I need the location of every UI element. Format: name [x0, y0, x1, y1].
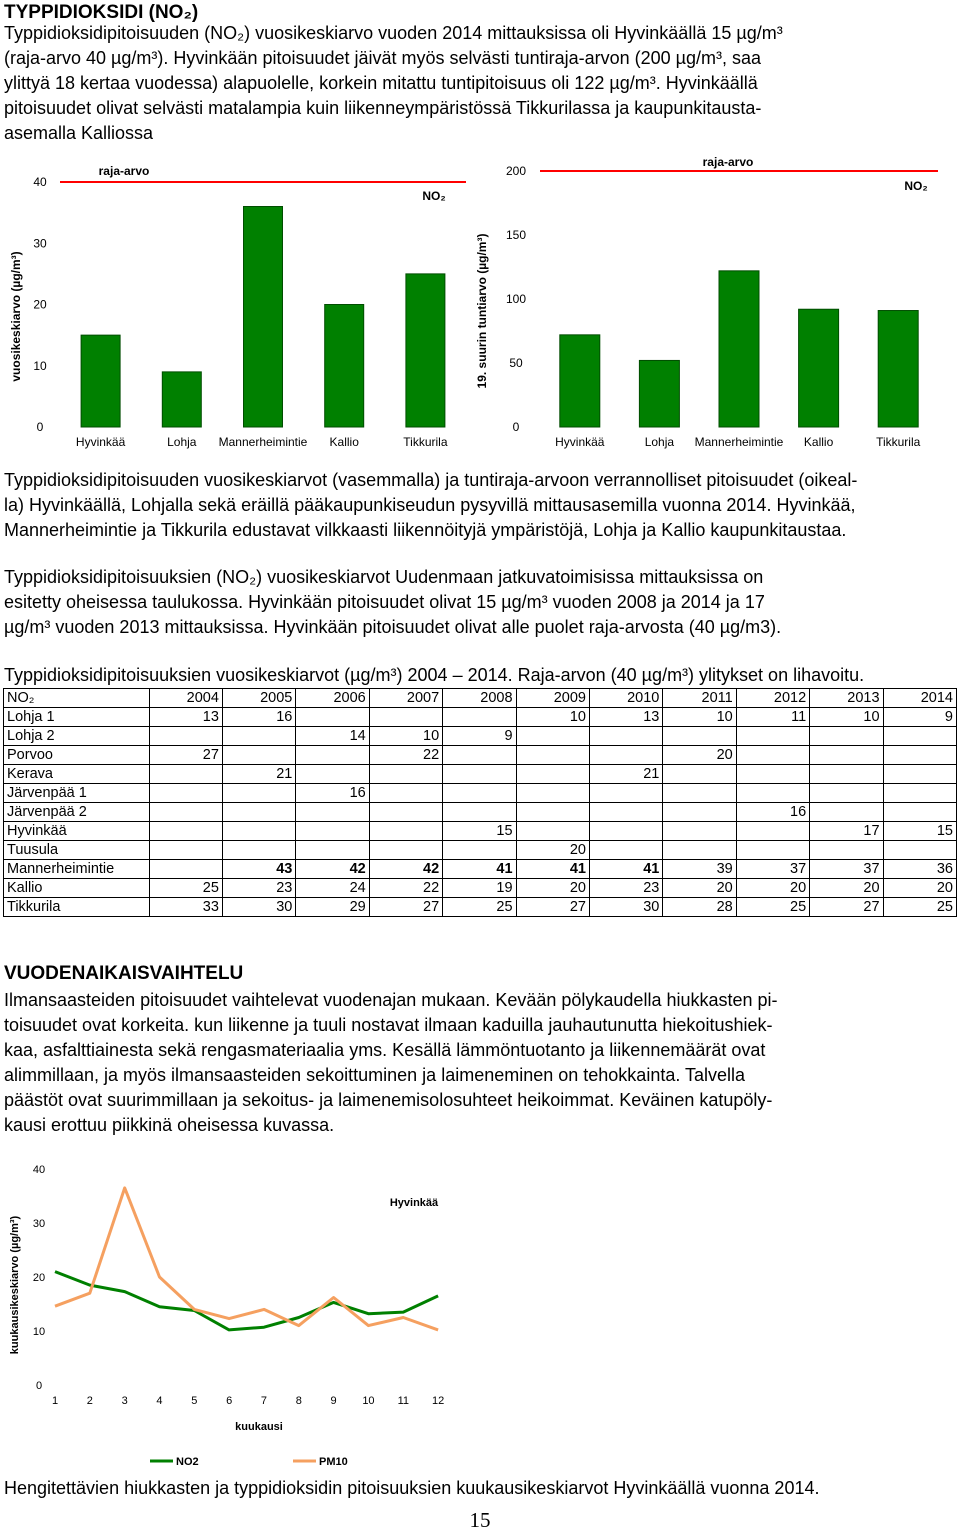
x-tick-label: 11	[397, 1395, 409, 1407]
legend-label: NO₂	[904, 179, 928, 193]
table-cell	[589, 841, 662, 860]
table-cell	[443, 841, 516, 860]
chart-caption	[4, 468, 954, 543]
table-row	[4, 860, 957, 879]
table-cell: 37	[810, 860, 883, 879]
table-cell	[736, 784, 809, 803]
table-cell: 41	[589, 860, 662, 879]
y-axis-label: 19. suurin tuntiarvo (µg/m³)	[475, 233, 489, 389]
table-cell	[516, 746, 589, 765]
table-cell	[369, 822, 442, 841]
table-cell	[589, 784, 662, 803]
table-cell	[222, 784, 295, 803]
x-tick-label: 7	[260, 1395, 268, 1407]
table-station-name: Hyvinkää	[4, 822, 150, 841]
para-line: kaa, asfalttiainesta sekä rengasmateriaalia yms. Kesällä lämmöntuotanto ja liikennemäärät ovat	[4, 1040, 766, 1060]
table-cell: 25	[736, 898, 809, 917]
table-cell	[222, 803, 295, 822]
table-cell	[810, 727, 883, 746]
table-header-label: NO₂	[4, 689, 150, 708]
table-cell	[149, 803, 222, 822]
table-cell	[663, 841, 736, 860]
table-cell: 30	[222, 898, 295, 917]
y-tick-label: 0	[512, 420, 520, 434]
table-cell	[589, 822, 662, 841]
limit-label: raja-arvo	[702, 155, 754, 169]
y-tick-label: 40	[33, 175, 47, 189]
table-cell	[883, 746, 956, 765]
table-cell	[883, 727, 956, 746]
table-cell	[736, 822, 809, 841]
table-cell	[663, 822, 736, 841]
table-cell	[516, 784, 589, 803]
table-header-year: 2006	[296, 689, 369, 708]
table-cell: 41	[443, 860, 516, 879]
table-cell	[589, 803, 662, 822]
table-cell: 17	[810, 822, 883, 841]
table-station-name: Kallio	[4, 879, 150, 898]
table-header-year: 2011	[663, 689, 736, 708]
caption-line: la) Hyvinkäällä, Lohjalla sekä eräillä pääkaupunkiseudun pysyvillä mittausasemilla vuonna 2014. Hyvinkää,	[4, 495, 856, 515]
table-header-year: 2014	[883, 689, 956, 708]
monthly-line-chart	[0, 1155, 480, 1475]
season-paragraph	[4, 988, 954, 1138]
table-cell	[663, 765, 736, 784]
x-tick-label: 10	[362, 1395, 375, 1407]
bar	[81, 335, 120, 427]
table-cell	[369, 841, 442, 860]
table-header-year: 2004	[149, 689, 222, 708]
y-tick-label: 30	[32, 1218, 46, 1230]
no2-paragraph	[4, 21, 954, 146]
table-cell: 21	[222, 765, 295, 784]
x-category-label: Lohja	[167, 435, 197, 449]
table-header-year: 2009	[516, 689, 589, 708]
table-cell	[296, 841, 369, 860]
table-row	[4, 879, 957, 898]
table-cell	[369, 803, 442, 822]
table-station-name: Tikkurila	[4, 898, 150, 917]
limit-label: raja-arvo	[98, 164, 150, 178]
table-cell	[589, 746, 662, 765]
table-cell	[516, 727, 589, 746]
table-cell	[516, 803, 589, 822]
table-cell: 42	[369, 860, 442, 879]
table-cell: 10	[369, 727, 442, 746]
table-cell	[296, 822, 369, 841]
x-tick-label: 1	[51, 1395, 59, 1407]
y-tick-label: 150	[505, 228, 527, 242]
table-cell	[369, 784, 442, 803]
table-cell	[443, 765, 516, 784]
caption-line: Typpidioksidipitoisuuden vuosikeskiarvot (vasemmalla) ja tuntiraja-arvoon verrannolliset pitoisuudet (oikeal-	[4, 470, 858, 490]
table-cell: 20	[810, 879, 883, 898]
x-category-label: Hyvinkää	[75, 435, 126, 449]
table-cell: 36	[883, 860, 956, 879]
table-cell	[149, 822, 222, 841]
bar	[406, 274, 445, 427]
bar	[799, 309, 839, 427]
table-cell	[149, 784, 222, 803]
table-cell: 10	[663, 708, 736, 727]
table-cell	[883, 803, 956, 822]
y-tick-label: 0	[35, 1380, 43, 1392]
legend-label: NO₂	[422, 189, 446, 203]
x-category-label: Hyvinkää	[555, 435, 605, 449]
table-cell	[149, 727, 222, 746]
table-cell	[516, 765, 589, 784]
para-line: Typpidioksidipitoisuuksien (NO₂) vuosikeskiarvot Uudenmaan jatkuvatoimisissa mittauksissa on	[4, 567, 764, 587]
table-cell: 25	[149, 879, 222, 898]
table-cell	[736, 765, 809, 784]
no2-annual-table	[3, 688, 957, 917]
table-row	[4, 784, 957, 803]
table-cell: 25	[443, 898, 516, 917]
table-header-row	[4, 689, 957, 708]
caption-line: Mannerheimintie ja Tikkurila edustavat vilkkaasti liikennöityjä ympäristöjä, Lohja ja Kallio kaupunkitaustaa.	[4, 520, 847, 540]
table-cell	[296, 803, 369, 822]
table-cell	[516, 822, 589, 841]
x-tick-label: 3	[121, 1395, 128, 1407]
y-tick-label: 10	[32, 1326, 46, 1338]
table-station-name: Kerava	[4, 765, 150, 784]
table-cell	[810, 841, 883, 860]
table-cell: 16	[736, 803, 809, 822]
table-cell	[883, 841, 956, 860]
table-cell	[222, 746, 295, 765]
table-cell: 16	[222, 708, 295, 727]
para-line: Ilmansaasteiden pitoisuudet vaihtelevat vuodenajan mukaan. Kevään pölykaudella hiukkasten pi-	[4, 990, 778, 1010]
table-cell	[296, 765, 369, 784]
table-cell	[883, 784, 956, 803]
annual-mean-bar-chart	[0, 155, 480, 455]
table-row	[4, 708, 957, 727]
table-header-year: 2007	[369, 689, 442, 708]
table-cell: 42	[296, 860, 369, 879]
table-station-name: Järvenpää 1	[4, 784, 150, 803]
x-tick-label: 9	[330, 1395, 337, 1407]
table-cell: 33	[149, 898, 222, 917]
y-tick-label: 40	[32, 1164, 46, 1176]
x-tick-label: 8	[295, 1395, 302, 1407]
x-axis-label: kuukausi	[235, 1421, 283, 1433]
no2-heading: TYPPIDIOKSIDI (NO₂)	[4, 2, 199, 23]
table-station-name: Porvoo	[4, 746, 150, 765]
table-station-name: Lohja 2	[4, 727, 150, 746]
table-cell: 30	[589, 898, 662, 917]
table-cell: 24	[296, 879, 369, 898]
y-tick-label: 20	[32, 1272, 46, 1284]
hourly-bar-chart	[475, 155, 960, 455]
table-cell: 20	[883, 879, 956, 898]
table-cell	[443, 803, 516, 822]
table-cell	[810, 803, 883, 822]
table-cell: 22	[369, 746, 442, 765]
table-header-year: 2013	[810, 689, 883, 708]
para-line: päästöt ovat suurimmillaan ja sekoitus- ja laimenemisolosuhteet heikoimmat. Keväinen katupöly-	[4, 1090, 773, 1110]
para-line: esitetty oheisessa taulukossa. Hyvinkään pitoisuudet olivat 15 µg/m³ vuoden 2008 ja 2014 ja 17	[4, 592, 765, 612]
bar	[560, 335, 600, 427]
table-cell: 37	[736, 860, 809, 879]
x-category-label: Tikkurila	[403, 435, 448, 449]
x-category-label: Tikkurila	[876, 435, 921, 449]
table-row	[4, 803, 957, 822]
x-category-label: Kallio	[329, 435, 359, 449]
y-tick-label: 100	[505, 292, 527, 306]
table-cell	[296, 708, 369, 727]
para-line: alimmillaan, ja myös ilmansaasteiden sekoittuminen ja laimeneminen on tehokkainta. Talvella	[4, 1065, 746, 1085]
table-station-name: Mannerheimintie	[4, 860, 150, 879]
season-heading: VUODENAIKAISVAIHTELU	[4, 963, 244, 984]
table-cell: 25	[883, 898, 956, 917]
table-cell	[736, 841, 809, 860]
y-tick-label: 20	[33, 297, 47, 312]
table-cell	[663, 727, 736, 746]
para-line: pitoisuudet olivat selvästi matalampia kuin liikenneympäristössä Tikkurilassa ja kaupunkitausta-	[4, 98, 762, 118]
table-intro-paragraph	[4, 565, 954, 640]
x-category-label: Kallio	[803, 435, 834, 449]
table-cell: 22	[369, 879, 442, 898]
table-cell: 19	[443, 879, 516, 898]
y-tick-label: 50	[509, 356, 523, 370]
table-cell	[810, 784, 883, 803]
series-line-pm10	[55, 1188, 438, 1330]
x-category-label: Mannerheimintie	[694, 435, 784, 449]
table-station-name: Tuusula	[4, 841, 150, 860]
table-cell	[296, 746, 369, 765]
series-line-no2	[55, 1272, 438, 1330]
bar	[719, 271, 759, 427]
para-line: toisuudet ovat korkeita. kun liikenne ja tuuli nostavat ilmaan kaduilla jauhautunutta hiekoitushiek-	[4, 1015, 773, 1035]
y-tick-label: 30	[33, 236, 47, 251]
bar	[325, 305, 364, 428]
table-cell: 27	[149, 746, 222, 765]
table-row	[4, 841, 957, 860]
table-cell	[369, 708, 442, 727]
para-line: Typpidioksidipitoisuuden (NO₂) vuosikeskiarvo vuoden 2014 mittauksissa oli Hyvinkäällä 15 µg/m³	[4, 23, 783, 43]
table-cell: 20	[516, 841, 589, 860]
table-cell	[443, 784, 516, 803]
x-tick-label: 5	[191, 1395, 198, 1407]
table-station-name: Lohja 1	[4, 708, 150, 727]
legend-label: NO2	[176, 1456, 199, 1468]
table-cell: 11	[736, 708, 809, 727]
y-axis-label: vuosikeskiarvo (µg/m³)	[9, 251, 23, 382]
table-cell: 29	[296, 898, 369, 917]
table-cell: 13	[149, 708, 222, 727]
table-row	[4, 746, 957, 765]
table-cell: 27	[516, 898, 589, 917]
table-cell: 9	[883, 708, 956, 727]
table-cell	[663, 784, 736, 803]
legend-label: PM10	[319, 1456, 348, 1468]
table-cell: 15	[443, 822, 516, 841]
table-cell	[736, 727, 809, 746]
y-tick-label: 200	[505, 164, 527, 178]
table-cell: 16	[296, 784, 369, 803]
table-cell: 43	[222, 860, 295, 879]
table-cell: 10	[810, 708, 883, 727]
table-cell: 20	[736, 879, 809, 898]
table-cell: 20	[663, 746, 736, 765]
table-cell: 9	[443, 727, 516, 746]
table-header-year: 2005	[222, 689, 295, 708]
x-tick-label: 4	[156, 1395, 163, 1407]
table-cell: 27	[810, 898, 883, 917]
para-line: µg/m³ vuoden 2013 mittauksissa. Hyvinkään pitoisuudet olivat alle puolet raja-arvosta (40 µg/m3).	[4, 617, 782, 637]
table-cell	[222, 841, 295, 860]
bar	[878, 311, 918, 427]
table-cell	[443, 746, 516, 765]
table-cell: 27	[369, 898, 442, 917]
x-tick-label: 2	[86, 1395, 93, 1407]
table-cell	[810, 765, 883, 784]
bar	[639, 360, 679, 427]
table-cell	[149, 841, 222, 860]
x-category-label: Lohja	[644, 435, 675, 449]
bar	[162, 372, 201, 427]
para-line: (raja-arvo 40 µg/m³). Hyvinkään pitoisuudet jäivät myös selvästi tuntiraja-arvon (200 µg/m³, saa	[4, 48, 762, 68]
chart-annotation: Hyvinkää	[389, 1197, 439, 1209]
table-cell: 10	[516, 708, 589, 727]
x-tick-label: 12	[431, 1395, 445, 1407]
table-cell	[222, 822, 295, 841]
table-cell	[369, 765, 442, 784]
table-cell	[883, 765, 956, 784]
para-line: asemalla Kalliossa	[4, 123, 154, 143]
table-header-year: 2010	[589, 689, 662, 708]
table-row	[4, 822, 957, 841]
table-cell: 15	[883, 822, 956, 841]
table-cell: 20	[516, 879, 589, 898]
table-cell: 21	[589, 765, 662, 784]
table-header-year: 2012	[736, 689, 809, 708]
table-row	[4, 765, 957, 784]
bar	[244, 207, 283, 428]
table-cell: 41	[516, 860, 589, 879]
table-row	[4, 898, 957, 917]
table-cell	[149, 860, 222, 879]
table-cell	[589, 727, 662, 746]
table-cell: 14	[296, 727, 369, 746]
table-cell	[443, 708, 516, 727]
table-caption: Typpidioksidipitoisuuksien vuosikeskiarvot (µg/m³) 2004 – 2014. Raja-arvon (40 µg/m³) ylitykset on lihavoitu.	[4, 665, 865, 685]
page-number: 15	[469, 1508, 491, 1532]
table-cell	[149, 765, 222, 784]
table-row	[4, 727, 957, 746]
table-cell	[810, 746, 883, 765]
x-category-label: Mannerheimintie	[218, 435, 308, 449]
table-cell: 23	[222, 879, 295, 898]
table-header-year: 2008	[443, 689, 516, 708]
para-line: kausi erottuu piikkinä oheisessa kuvassa.	[4, 1115, 335, 1135]
table-cell	[736, 746, 809, 765]
table-cell: 20	[663, 879, 736, 898]
x-tick-label: 6	[226, 1395, 233, 1407]
table-cell	[222, 727, 295, 746]
table-cell	[663, 803, 736, 822]
monthly-chart-caption: Hengitettävien hiukkasten ja typpidioksidin pitoisuuksien kuukausikeskiarvot Hyvinkäällä vuonna 2014.	[4, 1478, 820, 1498]
table-station-name: Järvenpää 2	[4, 803, 150, 822]
para-line: ylittyä 18 kertaa vuodessa) alapuolelle, korkein mitattu tuntipitoisuus oli 122 µg/m³. Hyvinkäällä	[4, 73, 758, 93]
table-cell: 28	[663, 898, 736, 917]
y-axis-label: kuukausikeskiarvo (µg/m³)	[9, 1215, 21, 1355]
y-tick-label: 10	[33, 358, 47, 373]
table-cell: 13	[589, 708, 662, 727]
table-cell: 39	[663, 860, 736, 879]
y-tick-label: 0	[36, 420, 44, 434]
table-cell: 23	[589, 879, 662, 898]
